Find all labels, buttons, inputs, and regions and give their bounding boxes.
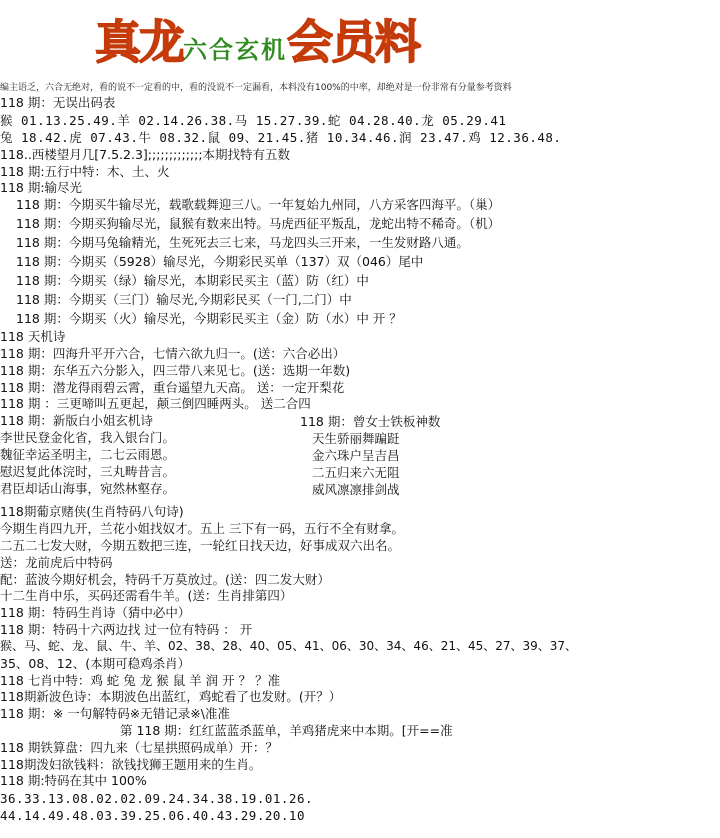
text-line: 118 期：四海升平开六合，七情六欲九归一。(送：六合必出） <box>0 346 346 361</box>
right-poem-line: 二五归来六无阻 <box>312 465 400 480</box>
text-line: 35、08、12、(本期可稳鸡杀肖） <box>0 656 191 671</box>
number-line: 44.14.49.48.03.39.25.06.40.43.29.20.10 <box>0 808 305 823</box>
right-poem-line: 金六珠户呈吉昌 <box>312 448 400 463</box>
title-part3: 会员料 <box>287 15 419 69</box>
text-line: 118 期：今期买牛输尽光，载歌载舞迎三八。一年复始九州同，八方采客四海平。（巢） <box>16 197 501 212</box>
text-line: 118 期：今期买（绿）输尽光，本期彩民买主（蓝）防（红）中 <box>16 273 369 288</box>
text-line: 118 天机诗 <box>0 329 66 344</box>
title-part1: 真龙 <box>95 15 183 69</box>
text-line: 118 期：无误出码表 <box>0 95 116 110</box>
left-poem-line: 慰迟复此体浣时，三丸畴昔言。 <box>0 464 176 479</box>
text-line: 今期生肖四九开，兰花小姐找奴才。五上 三下有一码，五行不全有财拿。 <box>0 521 404 536</box>
text-line: 118 期：潜龙得雨碧云霄，重台遥望九天高。 送：一定开梨花 <box>0 380 345 395</box>
text-line: 猴、马、蛇、龙、鼠、牛、羊、02、38、28、40、05、41、06、30、34、46、21、45、27、39、37、 <box>0 639 578 653</box>
text-line: 118 期：今期买狗输尽光，鼠猴有数来出特。马虎西征平叛乱，龙蛇出特不稀奇。（机） <box>16 216 501 231</box>
text-line: 第 118 期：红红蓝蓝杀蓝单，羊鸡猪虎来中本期。[开==准 <box>120 723 453 738</box>
text-line: 118 期：今期买（三门）输尽光,今期彩民买（一门,二门）中 <box>16 292 352 307</box>
text-line: 118期葡京赌侠(生肖特码八句诗) <box>0 504 184 519</box>
text-line: 118 期：※ 一句解特码※无错记录※\准准 <box>0 706 230 721</box>
text-line: 118 期：今期买（5928）输尽光，今期彩民买单（137）双（046）尾中 <box>16 254 424 269</box>
right-poem-line: 威风凛凛排剑战 <box>312 482 400 497</box>
text-line: 兔 18.42.虎 07.43.牛 08.32.鼠 09、21.45.猪 10.34.46.润 23.47.鸡 12.36.48. <box>0 130 562 145</box>
text-line: 118 期：新版白小姐玄机诗 <box>0 413 153 428</box>
text-line: 118 期:输尽光 <box>0 180 83 195</box>
text-line: 十二生肖中乐，买码还需看牛羊。(送：生肖排第四） <box>0 588 293 603</box>
left-poem-line: 魏征幸运圣明主，二七云雨恩。 <box>0 447 176 462</box>
text-line: 118 期：东华五六分影入，四三带八来见七。(送：选期一年数) <box>0 363 351 378</box>
title-part2: 六合玄机 <box>183 35 287 64</box>
text-line: 配：蓝波今期好机会，特码千万莫放过。(送：四二发大财） <box>0 572 330 587</box>
page-title <box>95 6 515 68</box>
text-line: 118 期:特码在其中 100% <box>0 773 147 788</box>
right-poem-line: 天生骄丽舞蹁跹 <box>312 431 400 446</box>
text-line: 118期新波色诗：本期波色出蓝红，鸡蛇看了也发财。(开？） <box>0 689 342 704</box>
text-line: 猴 01.13.25.49.羊 02.14.26.38.马 15.27.39.蛇 04.28.40.龙 05.29.41 <box>0 113 507 128</box>
text-line: 118..西楼望月几[7.5.2.3];;;;;;;;;;;;;本期找特有五数 <box>0 147 291 162</box>
text-line: 118 期 ：三更啼叫五更起，颠三倒四睡两头。 送二合四 <box>0 396 311 411</box>
text-line: 118 期：特码十六两边找 过一位有特码 ： 开 <box>0 622 253 637</box>
text-line: 118 期：今期买（火）输尽光，今期彩民买主（金）防（水）中 开 ？ <box>16 311 402 326</box>
number-line: 36.33.13.08.02.02.09.24.34.38.19.01.26. <box>0 791 313 806</box>
disclaimer: 编主语乏，六合无绝对，看的说不一定看的中，看的没说不一定漏看，本料没有100%的中率，却绝对是一份非常有分量参考资料 <box>0 83 512 93</box>
text-line: 118 期：特码生肖诗（猜中必中） <box>0 605 191 620</box>
text-line: 118 期铁算盘：四九来（七星拱照码成单）开：？ <box>0 740 278 755</box>
text-line: 118 期：今期马兔输精光，生死死去三七来，马龙四头三开来，一生发财路八通。 <box>16 235 469 250</box>
text-line: 118 七肖中特：鸡 蛇 兔 龙 猴 鼠 羊 润 开 ？ ？准 <box>0 673 281 688</box>
left-poem-line: 君臣却话山海事，宛然林壑存。 <box>0 481 176 496</box>
text-line: 送：龙前虎后中特码 <box>0 555 113 570</box>
text-line: 118期泼妇欲钱料：欲钱找狮王题用来的生肖。 <box>0 757 262 772</box>
text-line: 二五二七发大财，今期五数把三连，一轮红日找天边，好事成双六出名。 <box>0 538 401 553</box>
left-poem-line: 李世民登金化省，我入银台门。 <box>0 430 176 445</box>
right-poem-title: 118 期：曾女士铁板神数 <box>300 414 441 429</box>
text-line: 118 期:五行中特：木、土、火 <box>0 164 170 179</box>
